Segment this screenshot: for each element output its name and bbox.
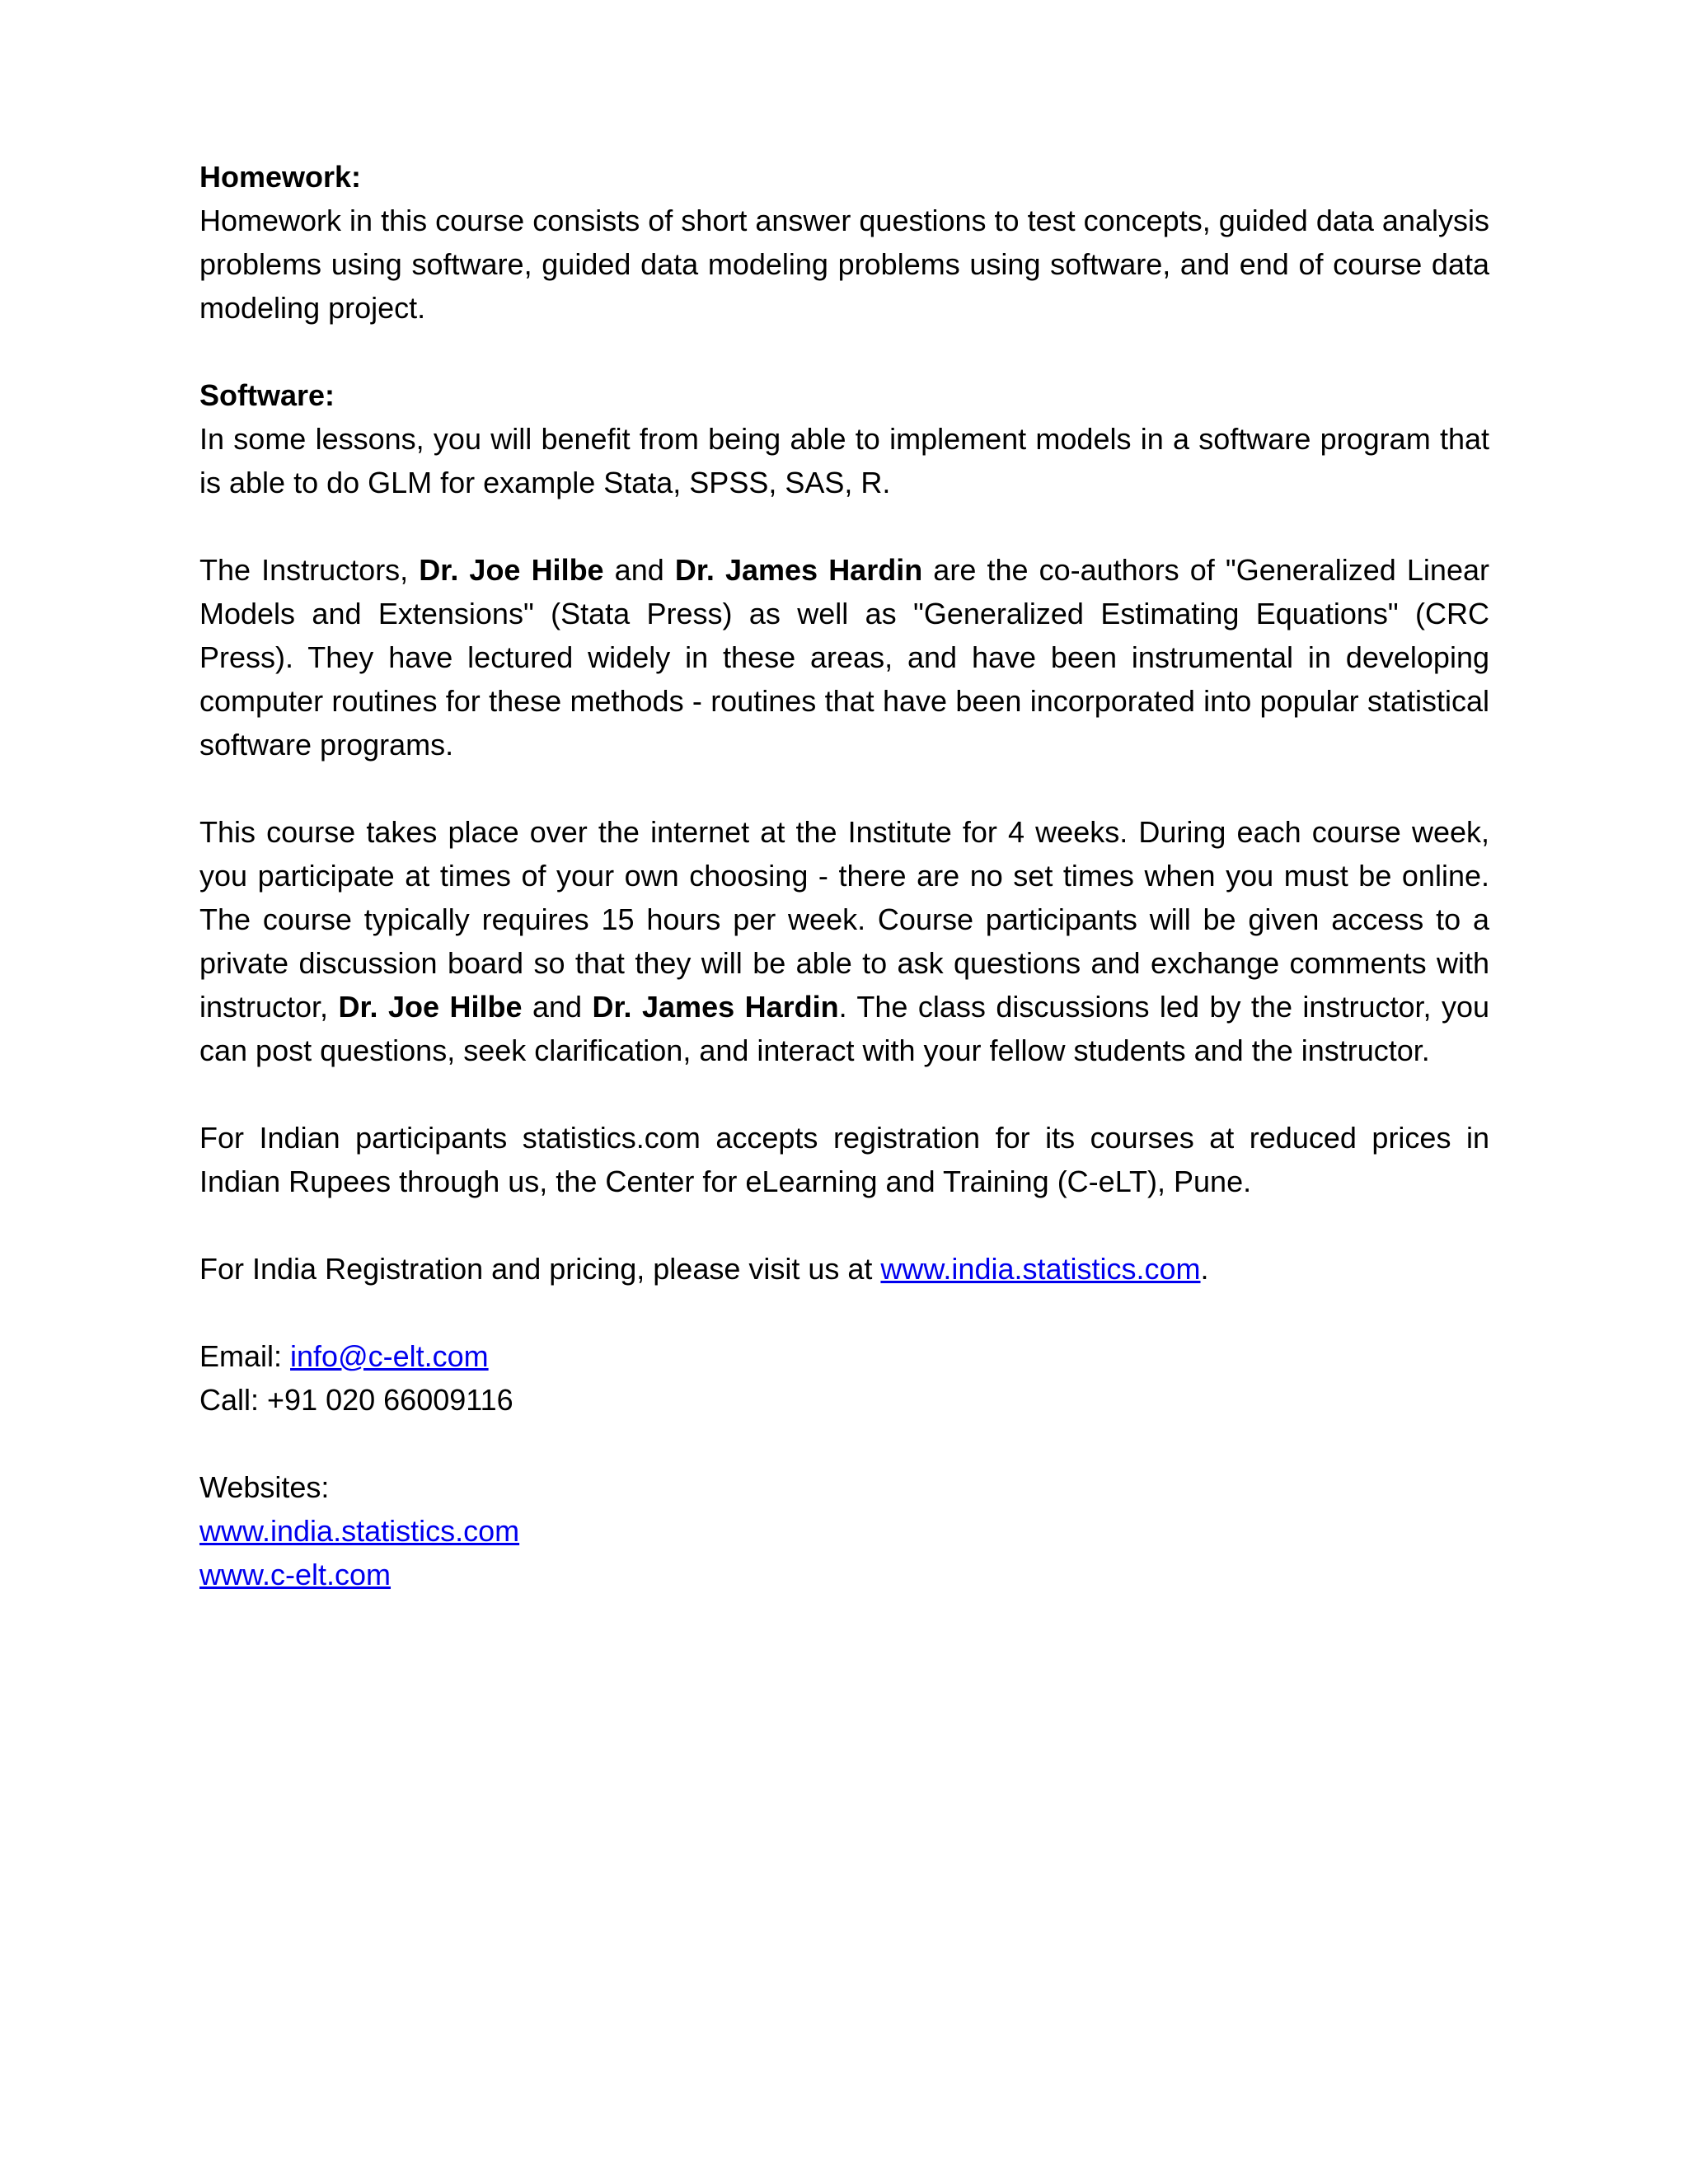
course-instructor-hardin: Dr. James Hardin (592, 990, 839, 1024)
email-line (199, 1334, 1489, 1378)
registration-link[interactable]: www.india.statistics.com (880, 1252, 1201, 1286)
call-line: Call: +91 020 66009116 (199, 1383, 513, 1417)
website-line-1 (199, 1509, 1489, 1553)
course-text-2: and (522, 990, 593, 1024)
homework-text: Homework in this course consists of short answer questions to test concepts, guided data analysis problems using software, guided data modeling problems using software, and end of course data modeling project. (199, 204, 1489, 325)
software-heading: Software: (199, 378, 335, 412)
course-instructor-hilbe: Dr. Joe Hilbe (338, 990, 523, 1024)
website-line-2 (199, 1553, 1489, 1596)
instructor-name-hilbe: Dr. Joe Hilbe (419, 553, 604, 587)
software-section (199, 373, 1489, 504)
websites-label: Websites: (199, 1470, 330, 1504)
homework-heading: Homework: (199, 160, 362, 194)
document-page (199, 155, 1489, 1640)
instructors-text-1: The Instructors, (199, 553, 420, 587)
course-paragraph (199, 810, 1489, 1072)
contact-block (199, 1334, 1489, 1422)
instructors-text-3: are the co-authors of "Generalized Linear Models and Extensions" (Stata Press) as well as "Generalized Estimating Equations" (CRC Press). They have lectured widely in these areas, and have been instrumental in developing computer routines for these methods - routines that have been incorporated into popular statistical software programs. (199, 553, 1489, 762)
website-link-india-statistics[interactable]: www.india.statistics.com (199, 1514, 520, 1548)
email-label: Email: (199, 1339, 291, 1373)
registration-paragraph (199, 1247, 1489, 1291)
instructor-name-hardin: Dr. James Hardin (674, 553, 923, 587)
email-link[interactable]: info@c-elt.com (290, 1339, 489, 1373)
indian-participants-paragraph (199, 1116, 1489, 1203)
course-text-1: This course takes place over the internet at the Institute for 4 weeks. During each course week, you participate at times of your own choosing - there are no set times when you must be online. The course typically requires 15 hours per week. Course participants will be given access to a private discussion board so that they will be able to ask questions and exchange comments with instructor, (199, 815, 1489, 1024)
indian-participants-text: For Indian participants statistics.com accepts registration for its courses at reduced prices in Indian Rupees through us, the Center for eLearning and Training (C-eLT), Pune. (199, 1121, 1489, 1198)
websites-block (199, 1465, 1489, 1596)
homework-section (199, 155, 1489, 330)
software-text: In some lessons, you will benefit from being able to implement models in a software program that is able to do GLM for example Stata, SPSS, SAS, R. (199, 422, 1489, 499)
instructors-paragraph (199, 548, 1489, 766)
registration-text: For India Registration and pricing, please visit us at (199, 1252, 881, 1286)
course-text-3: . The class discussions led by the instructor, you can post questions, seek clarification, and interact with your fellow students and the instructor. (199, 990, 1489, 1067)
website-link-c-elt[interactable]: www.c-elt.com (199, 1558, 392, 1591)
registration-end: . (1200, 1252, 1209, 1286)
instructors-text-2: and (603, 553, 675, 587)
